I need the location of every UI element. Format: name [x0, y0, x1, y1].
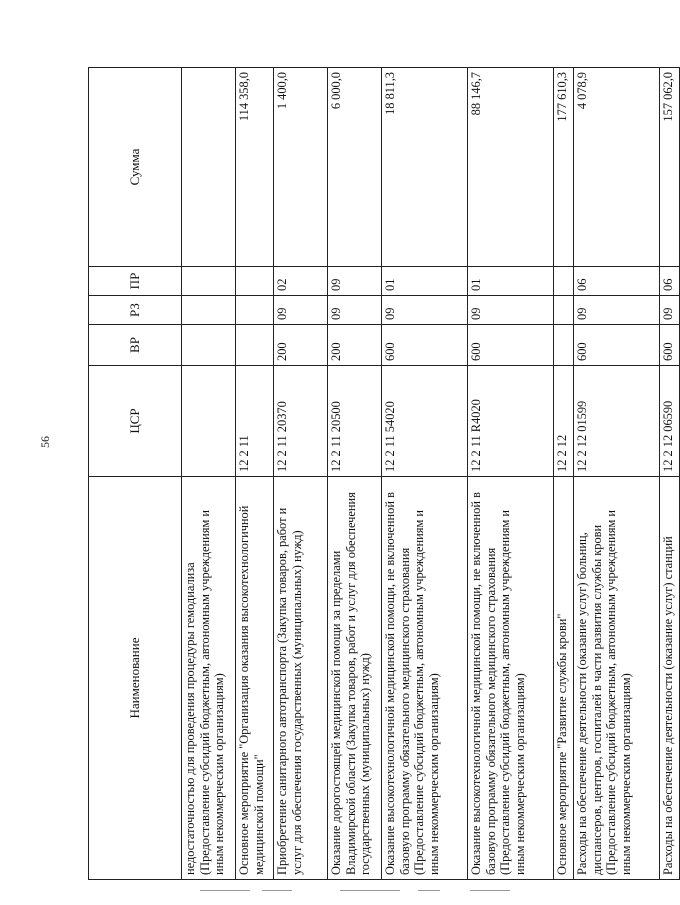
table-row	[660, 68, 680, 880]
cell-csr: 12 2 12 01599	[574, 366, 660, 477]
cell-sum: 6 000,0	[328, 68, 382, 267]
cell-sum: 18 811,3	[382, 68, 468, 267]
cell-csr: 12 2 12 06590	[660, 366, 680, 477]
cell-pr: 06	[574, 267, 660, 296]
cell-pr: 01	[382, 267, 468, 296]
cell-sum: 177 610,3	[554, 68, 574, 267]
cell-pr	[236, 267, 274, 296]
table-row	[554, 68, 574, 880]
cell-name: недостаточностью для проведения процедуры гемодиализа (Предоставление субсидий бюджетным, автономным учреждениям и иным некоммерческим организациям)	[182, 477, 236, 880]
cell-rz	[554, 296, 574, 325]
cell-name: Основное мероприятие "Организация оказания высокотехнологичной медицинской помощи"	[236, 477, 274, 880]
cell-vr: 600	[382, 325, 468, 366]
cell-vr: 200	[328, 325, 382, 366]
table-row	[574, 68, 660, 880]
cell-rz: 09	[574, 296, 660, 325]
cell-sum	[182, 68, 236, 267]
cell-pr: 02	[274, 267, 328, 296]
cell-csr: 12 2 12	[554, 366, 574, 477]
cell-vr: 600	[574, 325, 660, 366]
header-rz: РЗ	[89, 296, 182, 325]
rotated-table-container	[88, 68, 675, 880]
cell-pr: 06	[660, 267, 680, 296]
cell-name: Основное мероприятие "Развитие службы крови"	[554, 477, 574, 880]
cell-rz	[236, 296, 274, 325]
cell-csr: 12 2 11	[236, 366, 274, 477]
budget-table	[88, 67, 680, 880]
cell-name: Приобретение санитарного автотранспорта (Закупка товаров, работ и услуг для обеспечения государственных (муниципальных) нужд)	[274, 477, 328, 880]
table-row	[382, 68, 468, 880]
page-number: 56	[38, 436, 52, 448]
scan-artifact-line	[0, 884, 640, 898]
cell-sum: 114 358,0	[236, 68, 274, 267]
cell-rz: 09	[328, 296, 382, 325]
cell-vr	[554, 325, 574, 366]
header-sum: Сумма	[89, 68, 182, 267]
cell-vr	[182, 325, 236, 366]
header-pr: ПР	[89, 267, 182, 296]
cell-rz	[182, 296, 236, 325]
cell-pr	[554, 267, 574, 296]
cell-vr	[236, 325, 274, 366]
table-header-row	[89, 68, 182, 880]
cell-vr: 200	[274, 325, 328, 366]
cell-pr: 09	[328, 267, 382, 296]
cell-name: Расходы на обеспечение деятельности (оказание услуг) станций	[660, 477, 680, 880]
cell-rz: 09	[274, 296, 328, 325]
cell-csr: 12 2 11 54020	[382, 366, 468, 477]
cell-sum: 88 146,7	[468, 68, 554, 267]
cell-name: Оказание дорогостоящей медицинской помощи за пределами Владимирской области (Закупка товаров, работ и услуг для обеспечения государственных (муниципальных) нужд)	[328, 477, 382, 880]
cell-name: Оказание высокотехнологичной медицинской помощи, не включенной в базовую программу обязательного медицинского страхования (Предоставление субсидий бюджетным, автономным учреждениям и иным некоммерческим организациям)	[468, 477, 554, 880]
cell-csr: 12 2 11 20500	[328, 366, 382, 477]
table-row	[274, 68, 328, 880]
cell-csr: 12 2 11 20370	[274, 366, 328, 477]
cell-name: Расходы на обеспечение деятельности (оказание услуг) больниц, диспансеров, центров, госпиталей в части развития службы крови (Предоставление субсидий бюджетным, автономным учреждениям и иным некоммерческим организациям)	[574, 477, 660, 880]
cell-rz: 09	[660, 296, 680, 325]
cell-sum: 1 400,0	[274, 68, 328, 267]
cell-csr	[182, 366, 236, 477]
header-name: Наименование	[89, 477, 182, 880]
table-row	[182, 68, 236, 880]
cell-vr: 600	[660, 325, 680, 366]
cell-rz: 09	[468, 296, 554, 325]
cell-pr: 01	[468, 267, 554, 296]
header-vr: ВР	[89, 325, 182, 366]
cell-vr: 600	[468, 325, 554, 366]
cell-sum: 4 078,9	[574, 68, 660, 267]
table-row	[328, 68, 382, 880]
cell-sum: 157 062,0	[660, 68, 680, 267]
cell-name: Оказание высокотехнологичной медицинской помощи, не включенной в базовую программу обязательного медицинского страхования (Предоставление субсидий бюджетным, автономным учреждениям и иным некоммерческим организациям)	[382, 477, 468, 880]
cell-rz: 09	[382, 296, 468, 325]
cell-pr	[182, 267, 236, 296]
header-csr: ЦСР	[89, 366, 182, 477]
cell-csr: 12 2 11 R4020	[468, 366, 554, 477]
table-row	[468, 68, 554, 880]
table-row	[236, 68, 274, 880]
